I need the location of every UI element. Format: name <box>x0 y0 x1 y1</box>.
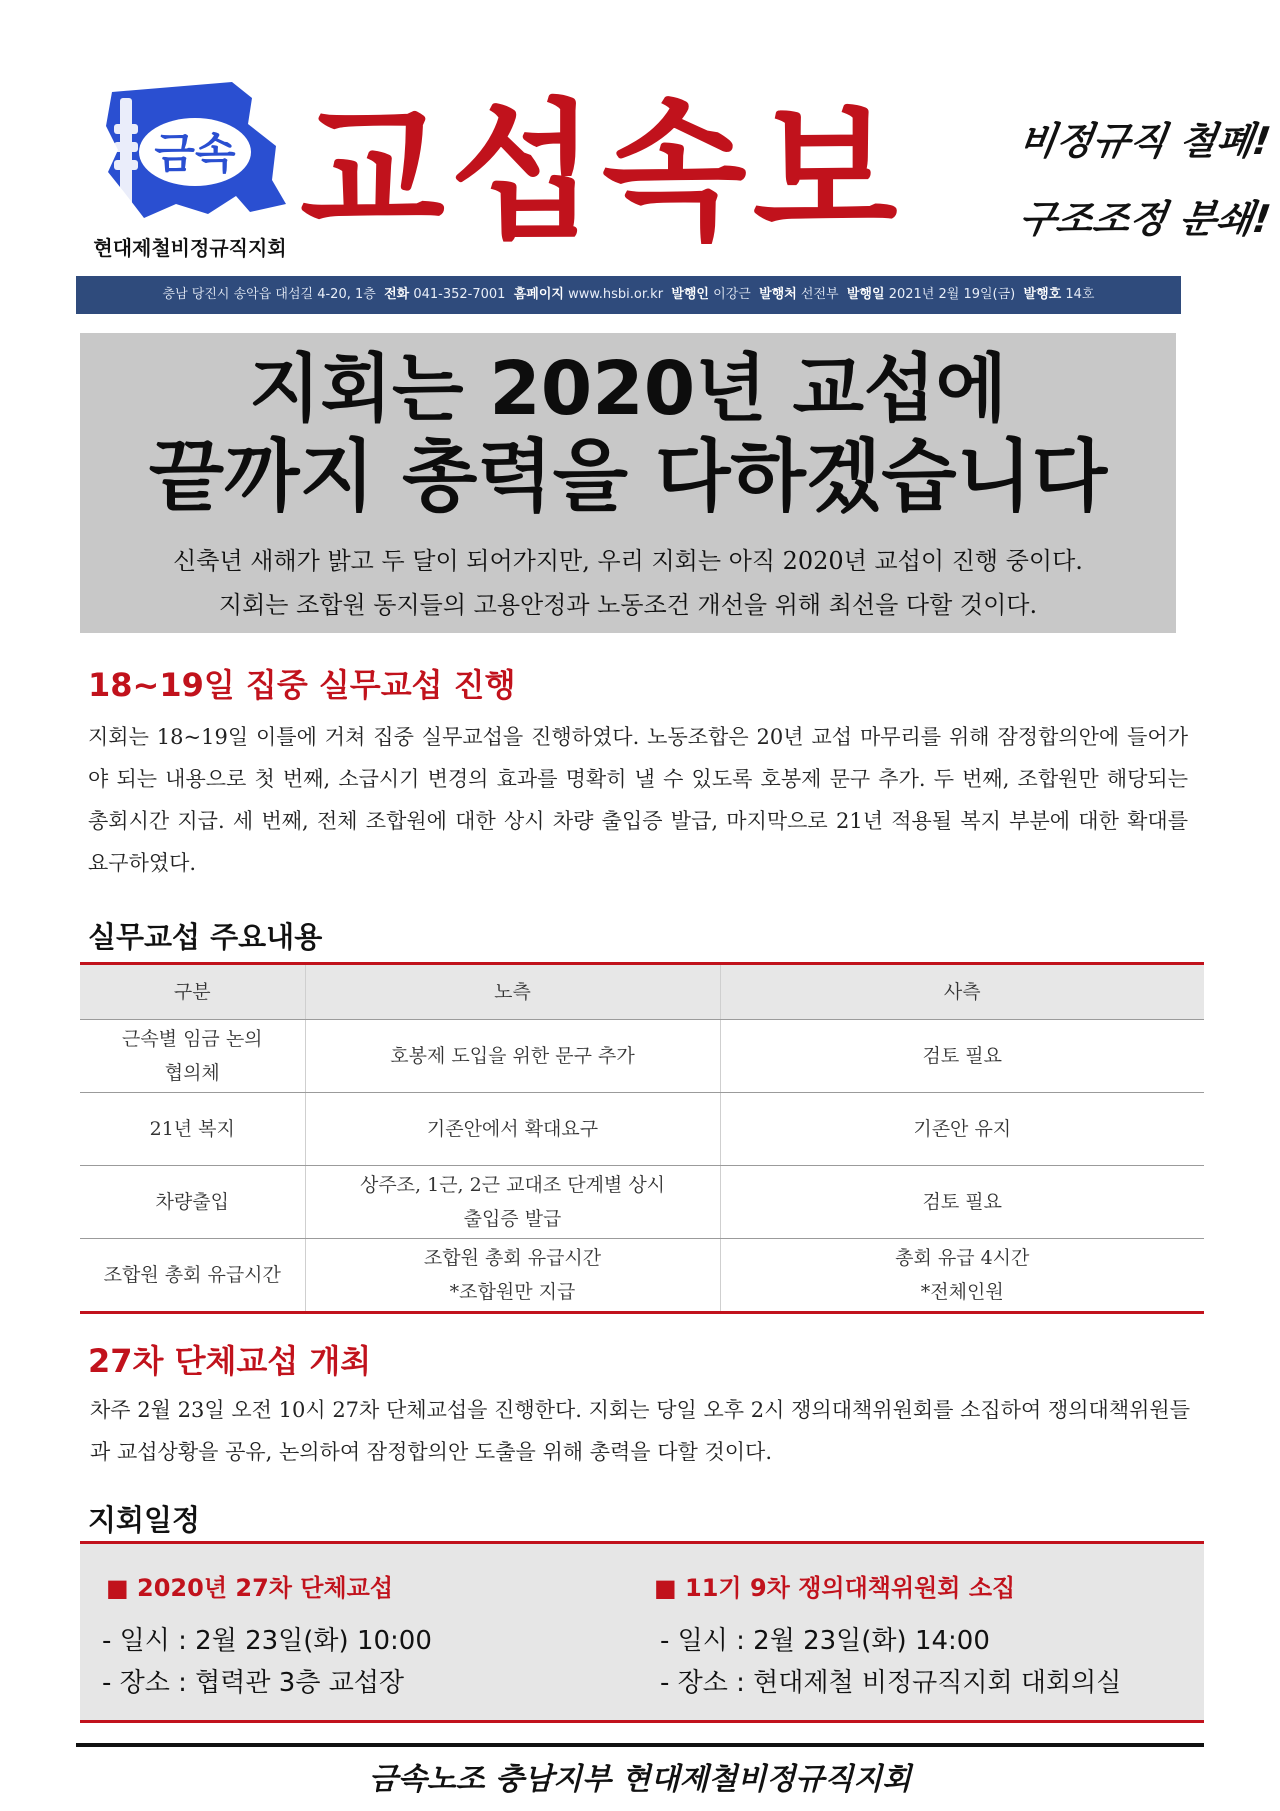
cell-line: 검토 필요 <box>922 1045 1002 1067</box>
cell-line: 총회 유급 4시간 <box>895 1247 1030 1269</box>
cell-line: 기존안에서 확대요구 <box>426 1118 599 1140</box>
cell-line: *조합원만 지급 <box>449 1281 576 1303</box>
logo-text: 금속 <box>154 129 236 178</box>
info-issue: 14호 <box>1065 287 1095 302</box>
union-logo <box>100 80 290 230</box>
table-cell <box>80 1239 305 1313</box>
section-1-title: 18~19일 집중 실무교섭 진행 <box>88 666 516 704</box>
footer-signature: 금속노조 충남지부 현대제철비정규직지회 <box>368 1762 912 1797</box>
table-title: 실무교섭 주요내용 <box>88 920 323 954</box>
info-phone-label: 전화 <box>384 287 410 302</box>
cell-line: 근속별 임금 논의 <box>121 1028 263 1050</box>
table-cell <box>720 1166 1204 1239</box>
cell-line: *전체인원 <box>920 1281 1004 1303</box>
info-publisher: 이강근 <box>713 287 751 302</box>
info-phone: 041-352-7001 <box>413 287 506 302</box>
info-address: 충남 당진시 송악읍 대섬길 4-20, 1층 <box>162 287 376 302</box>
event-2-datetime: - 일시 : 2월 23일(화) 14:00 <box>660 1626 990 1656</box>
schedule-box <box>80 1541 1204 1723</box>
table-row <box>80 1239 1204 1313</box>
table-cell <box>305 1239 720 1313</box>
table-cell <box>305 1093 720 1166</box>
table-row <box>80 1020 1204 1093</box>
table-row <box>80 1166 1204 1239</box>
info-issuer: 선전부 <box>800 287 839 302</box>
publication-info-bar <box>76 276 1181 314</box>
info-date: 2021년 2월 19일(금) <box>888 287 1016 302</box>
cell-line: 검토 필요 <box>922 1191 1002 1213</box>
cell-line: 협의체 <box>164 1062 220 1084</box>
col-header-union: 노측 <box>305 964 720 1020</box>
headline-summary-1: 신축년 새해가 밝고 두 달이 되어가지만, 우리 지회는 아직 2020년 교섭이 진행 중이다. <box>173 547 1083 575</box>
slogan-2: 구조조정 분쇄! <box>1016 197 1274 241</box>
cell-line: 호봉제 도입을 위한 문구 추가 <box>390 1045 635 1067</box>
event-1-datetime: - 일시 : 2월 23일(화) 10:00 <box>102 1626 432 1656</box>
col-header-company: 사측 <box>720 964 1204 1020</box>
cell-line: 출입증 발급 <box>463 1208 562 1230</box>
schedule-title: 지회일정 <box>88 1503 201 1537</box>
info-homepage: www.hsbi.or.kr <box>568 287 664 302</box>
info-date-label: 발행일 <box>846 287 885 302</box>
event-1-title: ■ 2020년 27차 단체교섭 <box>106 1574 394 1602</box>
cell-line: 조합원 총회 유급시간 <box>423 1247 602 1269</box>
masthead-title: 교섭속보 <box>300 86 904 260</box>
section-1-body: 지회는 18~19일 이틀에 거쳐 집중 실무교섭을 진행하였다. 노동조합은 20년 교섭 마무리를 위해 잠정합의안에 들어가야 되는 내용으로 첫 번째, 소급시기 변경의 효과를 명확히 낼 수 있도록 호봉제 문구 추가. 두 번째, 조합원만 해당되는 총회시간 지급. 세 번째, 전체 조합원에 대한 상시 차량 출입증 발급, 마지막으로 21년 적용될 복지 부분에 대한 확대를 요구하였다. <box>88 725 1188 875</box>
footer-divider <box>76 1743 1204 1747</box>
info-homepage-label: 홈페이지 <box>513 287 564 302</box>
info-publisher-label: 발행인 <box>671 287 709 302</box>
table-cell <box>80 1166 305 1239</box>
cell-line: 조합원 총회 유급시간 <box>103 1264 281 1286</box>
cell-line: 21년 복지 <box>149 1118 235 1140</box>
table-header-row <box>80 964 1204 1020</box>
col-header-category: 구분 <box>80 964 305 1020</box>
headline-line-1: 지회는 2020년 교섭에 <box>249 346 1007 432</box>
section-2-title: 27차 단체교섭 개최 <box>88 1342 372 1380</box>
headline-box <box>80 333 1176 633</box>
section-2-body: 차주 2월 23일 오전 10시 27차 단체교섭을 진행한다. 지회는 당일 오후 2시 쟁의대책위원회를 소집하여 쟁의대책위원들과 교섭상황을 공유, 논의하여 잠정합의안 도출을 위해 총력을 다할 것이다. <box>90 1398 1190 1464</box>
cell-line: 상주조, 1근, 2근 교대조 단계별 상시 <box>359 1174 666 1196</box>
headline-line-2: 끝까지 총력을 다하겠습니다 <box>148 432 1108 522</box>
info-issue-label: 발행호 <box>1023 287 1062 302</box>
table-cell <box>720 1020 1204 1093</box>
table-cell <box>305 1166 720 1239</box>
slogan-1: 비정규직 철폐! <box>1016 119 1274 163</box>
cell-line: 기존안 유지 <box>913 1118 1012 1140</box>
event-2-location: - 장소 : 현대제철 비정규직지회 대회의실 <box>660 1668 1122 1698</box>
table-cell <box>80 1093 305 1166</box>
event-2-title: ■ 11기 9차 쟁의대책위원회 소집 <box>654 1574 1016 1602</box>
org-name: 현대제철비정규직지회 <box>93 236 287 260</box>
table-cell <box>720 1239 1204 1313</box>
table-cell <box>305 1020 720 1093</box>
negotiation-table <box>80 962 1204 1314</box>
cell-line: 차량출입 <box>155 1191 229 1213</box>
event-1-location: - 장소 : 협력관 3층 교섭장 <box>102 1668 405 1698</box>
table-cell <box>80 1020 305 1093</box>
table-cell <box>720 1093 1204 1166</box>
info-issuer-label: 발행처 <box>759 287 797 302</box>
table-row <box>80 1093 1204 1166</box>
headline-summary-2: 지회는 조합원 동지들의 고용안정과 노동조건 개선을 위해 최선을 다할 것이다. <box>218 591 1038 619</box>
